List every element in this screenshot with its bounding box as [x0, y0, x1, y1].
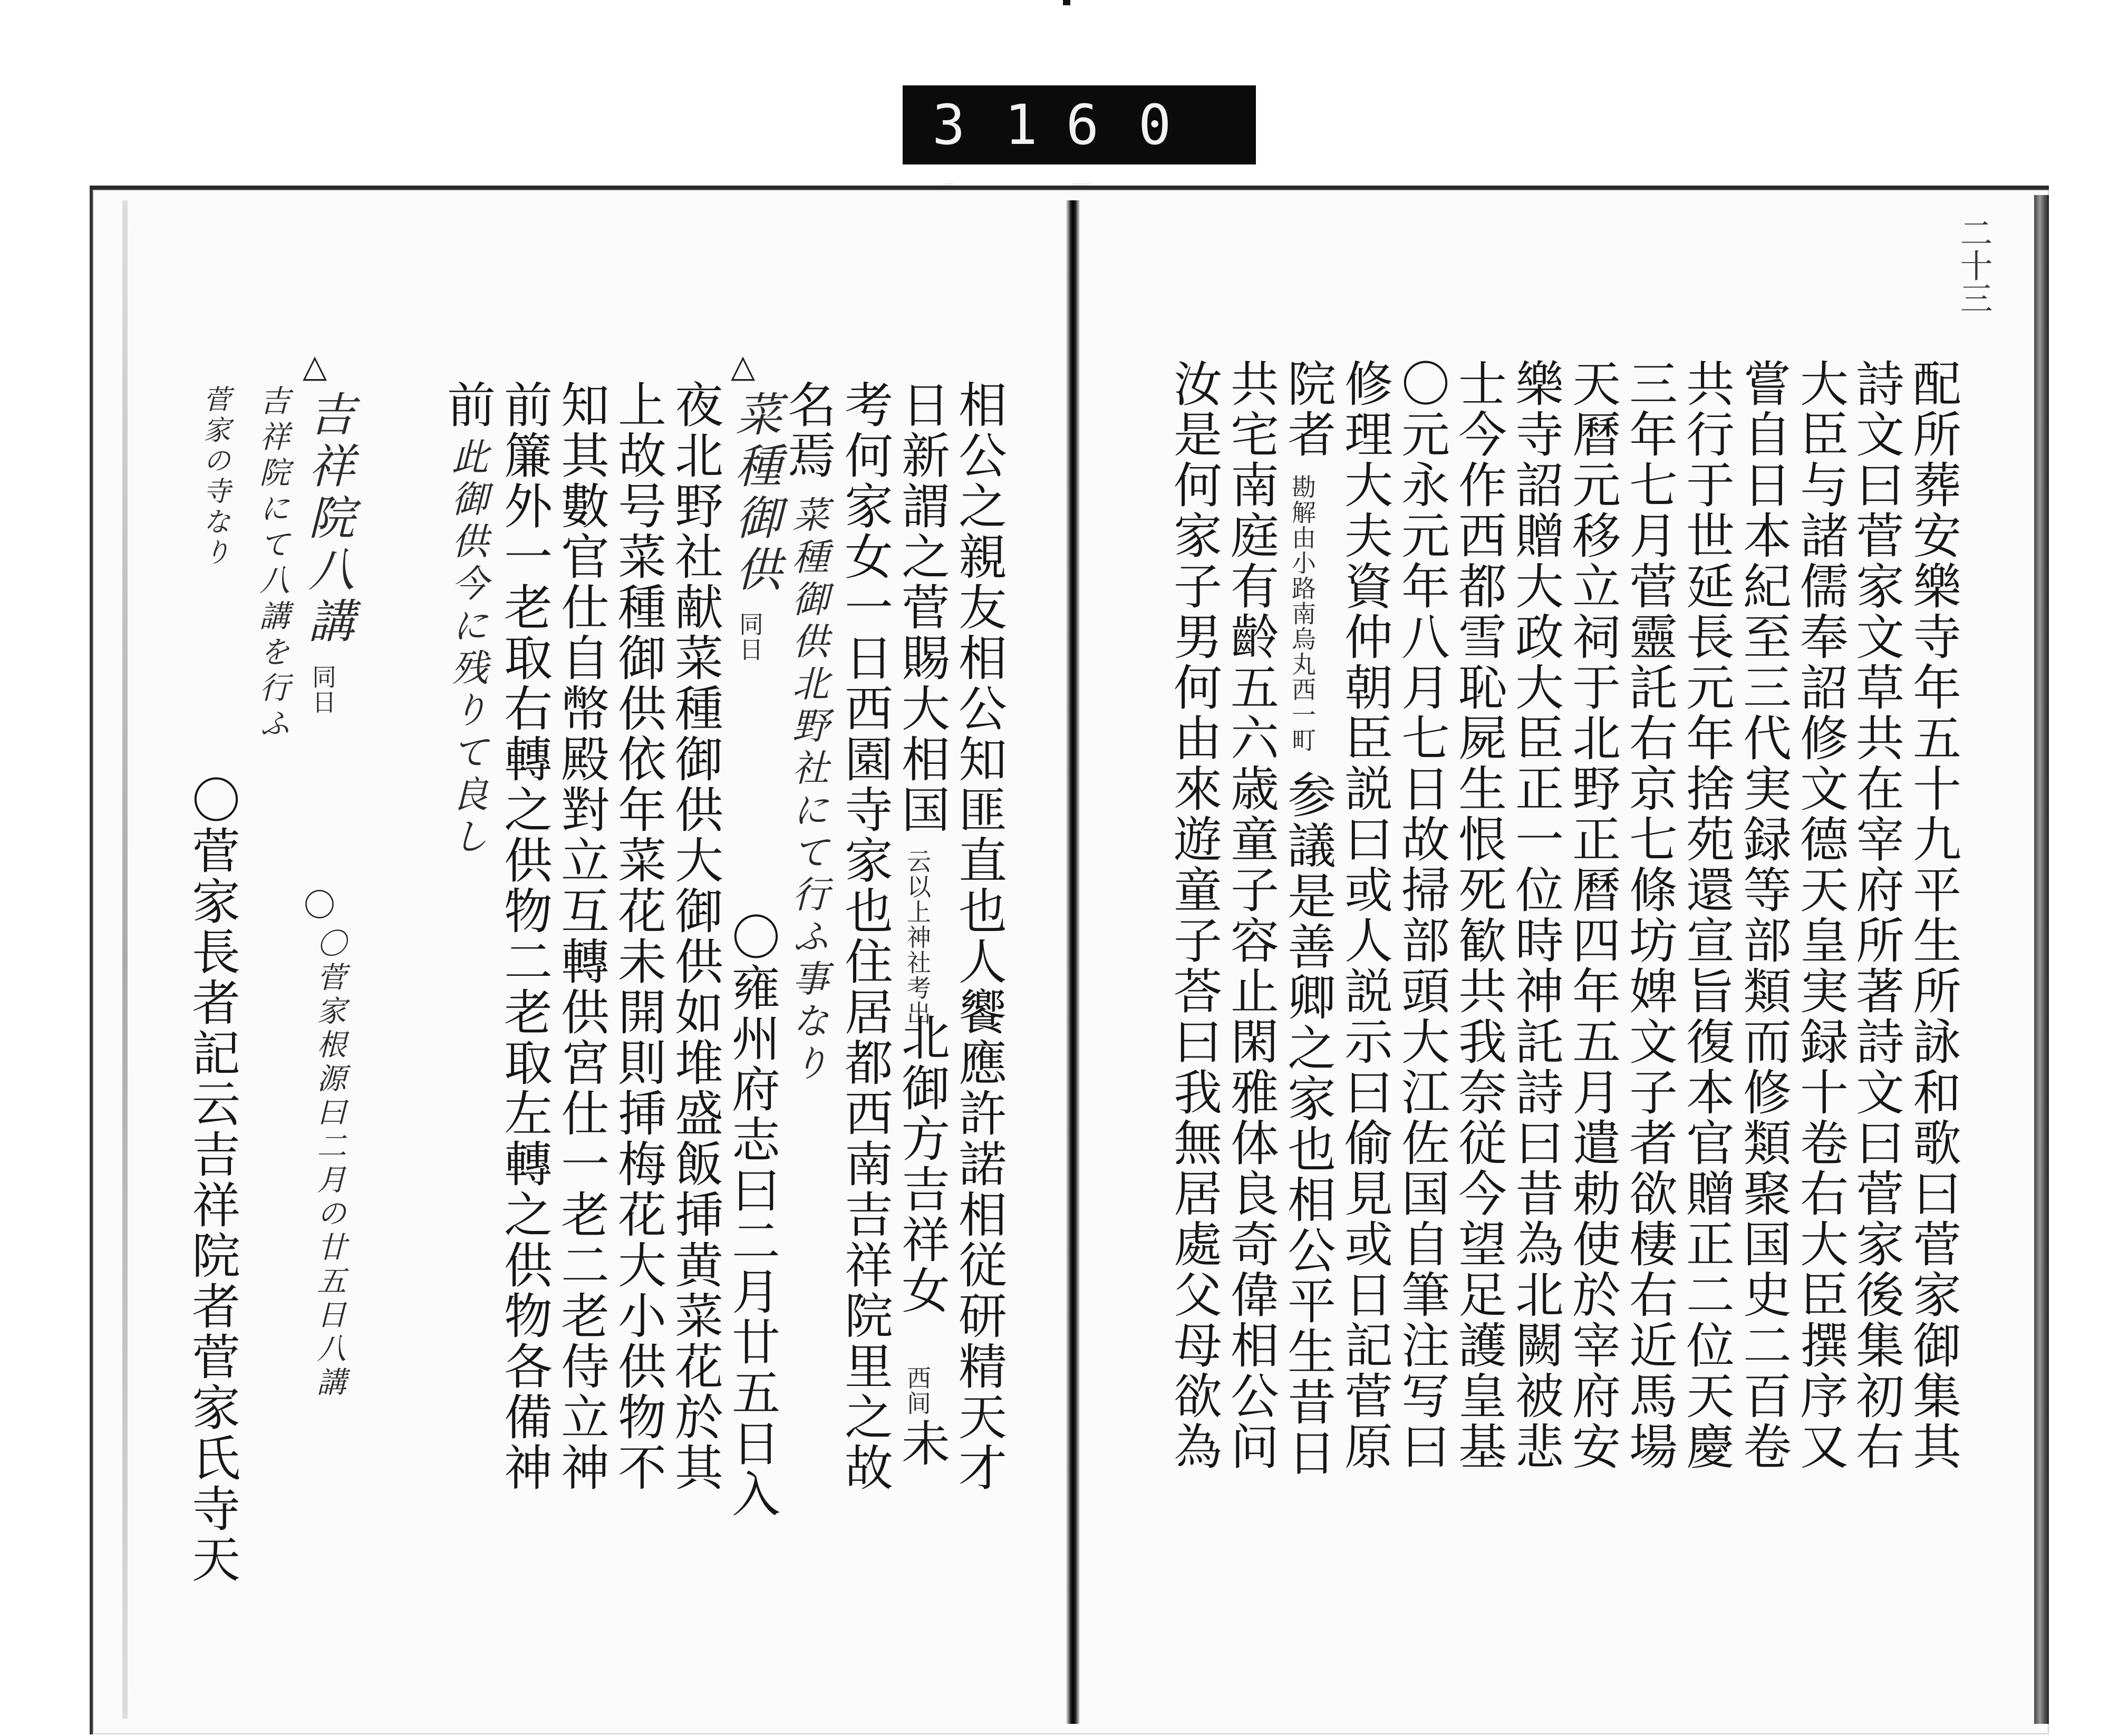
left-col-2b: 北御方吉祥女 [894, 1012, 950, 1316]
left-col-2c: 未 [894, 1418, 950, 1469]
right-col-2: 詩文曰菅家文草共在宰府所著詩文曰菅家後集初右 [1848, 358, 1904, 1472]
right-col-1: 配所葬安樂寺年五十九平生所詠和歌曰菅家御集其 [1905, 358, 1961, 1472]
heading-note-1: 同日 [736, 612, 764, 662]
right-gloss-location: 勘解由小路南烏丸西一町 [1288, 474, 1317, 753]
left-col-last: 〇菅家長者記云吉祥院者菅家氏寺天 [184, 775, 240, 1585]
heading-marker-2: △ [303, 348, 327, 385]
right-col-10: 〇元永元年八月七日故掃部頭大江佐国自筆注写曰 [1394, 358, 1450, 1472]
handwritten-note-3: 〇菅家根源曰二月の廿五日八講 [312, 928, 346, 1400]
left-col-10-head: 前 [439, 380, 496, 430]
circle-marker: 〇 [304, 887, 335, 924]
left-col-6: 夜北野社献菜種御供大御供如堆盛飯挿黄菜花於其 [667, 380, 723, 1493]
right-col-4: 嘗自日本紀至三代実録等部類而修類聚国史二百卷 [1735, 358, 1792, 1472]
left-col-3: 考何家女一日西園寺家也住居都西南吉祥院里之故 [837, 380, 893, 1493]
right-col-8: 樂寺詔贈大政大臣正一位時神託詩曰昔為北闕被悲 [1507, 358, 1564, 1472]
right-col-3: 大臣与諸儒奉詔修文德天皇実録十卷右大臣撰序又 [1792, 358, 1849, 1472]
right-col-13: 共宅南庭有齡五六歳童子容止閑雅体良奇偉相公问 [1223, 358, 1279, 1472]
left-col-4-head: 名焉 [780, 380, 836, 481]
left-col-9: 前簾外一老取右轉之供物二老取左轉之供物各備神 [496, 380, 553, 1493]
right-col-6: 三年七月菅靈託右京七條坊婢文子者欲棲右近馬場 [1621, 358, 1678, 1472]
right-col-7: 天曆元移立祠于北野正曆四年五月遣勅使於宰府安 [1564, 358, 1621, 1472]
left-col-1: 相公之親友相公知匪直也人饗應許諾相従研精天才 [951, 380, 1007, 1493]
heading-marker-1: △ [731, 348, 756, 385]
right-col-14: 汝是何家子男何由來遊童子荅曰我無居處父母欲為 [1166, 358, 1222, 1472]
left-gloss-source: 云以上神社考出 [903, 849, 932, 1026]
handwritten-note-4: 吉祥院にて八講を行ふ [254, 385, 290, 743]
handwritten-note-5: 菅家の寺なり [198, 385, 230, 568]
catalog-number-label [903, 85, 1256, 164]
right-col-12-tail: 参議是善卿之家也相公平生昔日 [1280, 770, 1336, 1478]
right-page-edge [2034, 195, 2049, 1724]
right-col-12-head: 院者 [1280, 358, 1336, 460]
page-number: 二十三 [1955, 216, 1993, 314]
right-col-5: 共行于世延長元年捨苑還宣旨復本官贈正二位天慶 [1678, 358, 1735, 1472]
left-col-2a: 日新謂之菅賜大相国 [894, 380, 950, 835]
right-col-9: 士今作西都雪恥屍生恨死歓共我奈従今望足護皇基 [1450, 358, 1507, 1472]
catalog-number-right: 6 0 [1066, 93, 1175, 157]
left-col-5: 〇雍州府志曰二月廿五日入 [724, 912, 780, 1519]
top-edge-mark [1063, 0, 1070, 5]
catalog-number-left: 3 1 [932, 93, 1041, 157]
handwritten-note-1: 菜種御供北野社にて行ふ事なり [786, 496, 829, 1086]
heading-title-2: 吉祥院八講 [301, 390, 355, 648]
open-book-spread [90, 186, 2049, 1734]
left-gloss-west: 西间 [903, 1365, 932, 1416]
handwritten-note-2: 此御供今に残りて良し [446, 438, 489, 859]
heading-note-2: 同日 [308, 664, 337, 715]
left-col-7: 上故号菜種御供依年菜花未開則挿梅花大小供物不 [610, 380, 666, 1493]
right-col-11: 修理大夫資仲朝臣説曰或人説示曰偷見或日記菅原 [1337, 358, 1393, 1472]
heading-title-1: 菜種御供 [728, 390, 782, 597]
left-page-edge [122, 200, 128, 1719]
book-spine [1066, 200, 1080, 1724]
left-col-8: 知其數官仕自幣殿對立互轉供宮仕一老二老侍立神 [553, 380, 610, 1493]
